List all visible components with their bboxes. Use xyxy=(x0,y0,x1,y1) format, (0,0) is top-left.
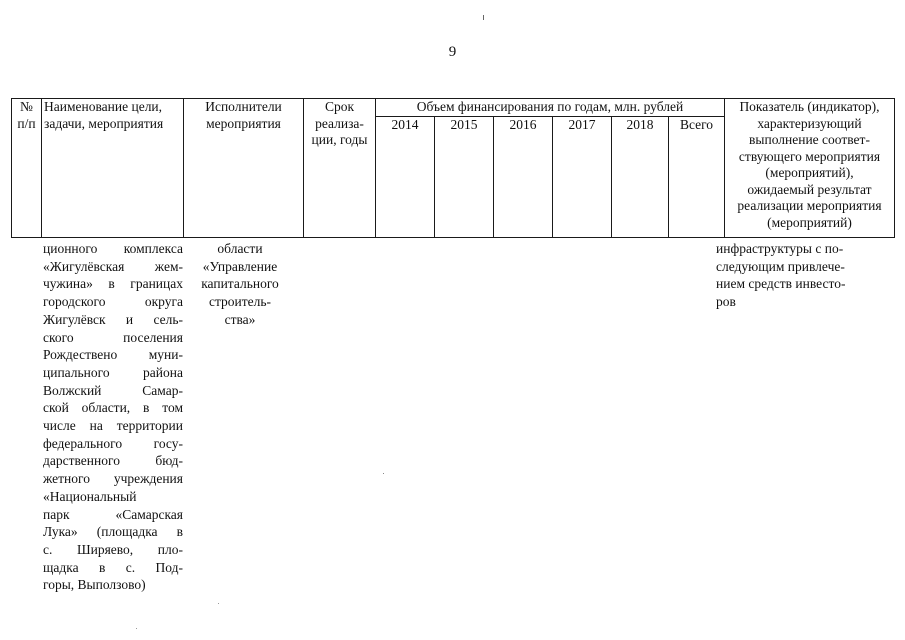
executor-line: строитель- xyxy=(208,294,272,310)
header-name xyxy=(42,99,184,238)
header-indicator-line: ствующего мероприятия xyxy=(738,148,881,164)
name-line: ционного комплекса xyxy=(43,241,183,256)
page-number: 9 xyxy=(448,44,457,60)
header-indicator-line: Показатель (индикатор), xyxy=(739,99,880,114)
indicator-line: следующим привлече- xyxy=(716,258,845,274)
executor-line: ства» xyxy=(224,311,256,327)
name-line: числе на территории xyxy=(43,418,183,434)
scan-speck xyxy=(136,628,137,629)
financing-table xyxy=(11,98,895,238)
header-indicator-line: (мероприятий), xyxy=(765,165,854,180)
header-term-line: реализа- xyxy=(315,115,364,131)
name-line: чужина» в границах xyxy=(43,276,183,292)
header-row xyxy=(12,99,895,117)
name-line: с. Ширяево, пло- xyxy=(43,541,183,557)
name-line: Рождествено муни- xyxy=(43,347,183,363)
indicator-line: инфраструктуры с по- xyxy=(716,241,844,256)
indicator-line: ров xyxy=(716,294,736,310)
name-line: «Национальный xyxy=(43,488,137,504)
name-line: городского округа xyxy=(43,294,183,310)
continuation-name xyxy=(43,240,183,594)
header-term-line: ции, годы xyxy=(311,132,368,147)
header-indicator-line: ожидаемый результат xyxy=(747,181,872,197)
name-line: «Жигулёвская жем- xyxy=(43,258,183,274)
header-term-line: Срок xyxy=(324,99,355,114)
indicator-line: нием средств инвесто- xyxy=(716,276,846,292)
header-indicator-line: (мероприятий) xyxy=(767,214,852,230)
name-line: жетного учреждения xyxy=(43,471,183,487)
header-total: Всего xyxy=(669,116,725,237)
name-line: ской области, в том xyxy=(43,400,183,416)
scan-speck xyxy=(483,15,484,20)
name-line: ципального района xyxy=(43,364,183,380)
executor-line: «Управление xyxy=(202,258,278,274)
name-line: Волжский Самар- xyxy=(43,382,183,398)
scan-speck xyxy=(383,473,384,474)
header-executors xyxy=(184,99,304,238)
header-executors-line: мероприятия xyxy=(206,115,281,131)
header-num-line: № xyxy=(20,99,33,114)
header-name-line: Наименование цели, xyxy=(44,99,163,114)
header-year: 2014 xyxy=(376,116,435,237)
header-indicator-line: реализации мероприятия xyxy=(737,198,882,213)
header-year: 2017 xyxy=(553,116,612,237)
name-line: дарственного бюд- xyxy=(43,453,183,469)
name-line: щадка в с. Под- xyxy=(43,559,183,575)
name-line: Жигулёвск и сель- xyxy=(43,311,183,327)
name-line: Лука» (площадка в xyxy=(43,524,183,540)
name-line: федерального госу- xyxy=(43,435,183,451)
continuation-executors xyxy=(185,240,295,329)
header-num-line: п/п xyxy=(17,115,36,131)
header-year: 2016 xyxy=(494,116,553,237)
header-indicator-line: выполнение соответ- xyxy=(749,132,870,147)
continuation-indicator xyxy=(716,240,884,311)
header-financing: Объем финансирования по годам, млн. рублей xyxy=(376,99,725,117)
executor-line: области xyxy=(217,241,263,256)
scan-speck xyxy=(218,603,219,604)
name-line: горы, Выползово) xyxy=(43,577,146,593)
header-indicator xyxy=(725,99,895,238)
name-line: ского поселения xyxy=(43,329,183,345)
header-year: 2015 xyxy=(435,116,494,237)
header-term xyxy=(304,99,376,238)
header-executors-line: Исполнители xyxy=(205,99,282,114)
header-year: 2018 xyxy=(612,116,669,237)
header-name-line: задачи, мероприятия xyxy=(44,115,164,131)
header-num xyxy=(12,99,42,238)
executor-line: капитального xyxy=(201,276,279,292)
header-indicator-line: характеризующий xyxy=(757,115,862,131)
name-line: парк «Самарская xyxy=(43,506,183,522)
